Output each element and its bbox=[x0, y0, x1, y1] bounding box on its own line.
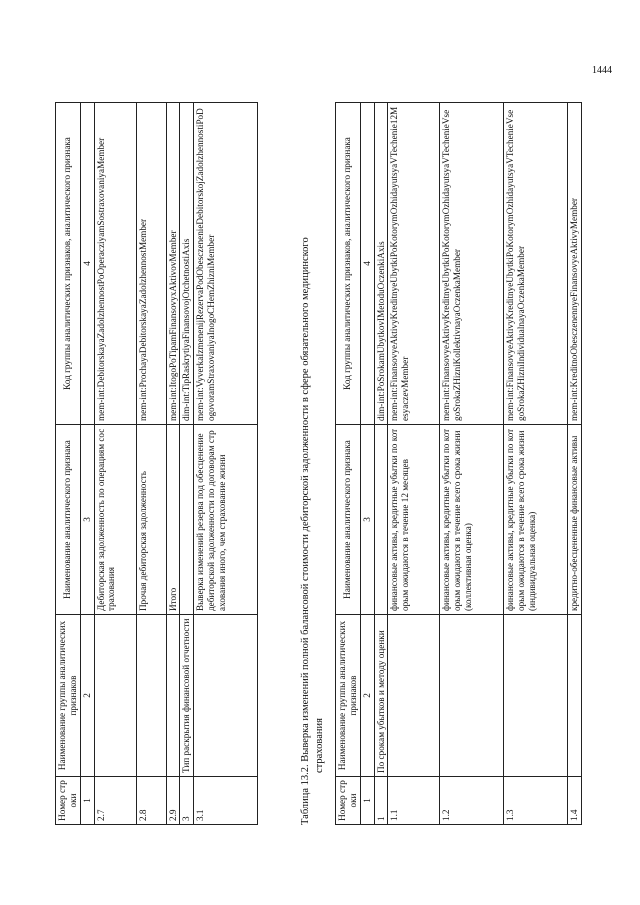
index-row bbox=[360, 103, 374, 825]
row-name: кредитно-обесцененные финансовые активы bbox=[568, 425, 582, 615]
row-group: По срокам убытков и методу оценки bbox=[374, 615, 388, 777]
header-name: Наименование аналитического признака bbox=[336, 425, 361, 615]
header-row bbox=[336, 103, 361, 825]
row-number: 2.7 bbox=[94, 777, 136, 825]
row-number: 1.1 bbox=[388, 777, 440, 825]
page-number: 1444 bbox=[592, 65, 612, 76]
row-name: Прочая дебиторская задолженность bbox=[136, 425, 166, 615]
row-group bbox=[194, 615, 258, 777]
index-cell: 3 bbox=[80, 425, 94, 615]
row-code: mem-int:FinansovyeAktivyKreditnyeUbytkiPoKotorymOzhidayutsyaVTechenieVsegoSrokaZHizniKollektivnayaOczenkaMember bbox=[440, 103, 504, 425]
row-number: 1.4 bbox=[568, 777, 582, 825]
index-cell: 2 bbox=[360, 615, 374, 777]
table-row bbox=[440, 103, 504, 825]
table-row bbox=[504, 103, 568, 825]
row-name bbox=[180, 425, 194, 615]
table-analytics-1 bbox=[55, 102, 258, 825]
table-row bbox=[166, 103, 180, 825]
index-cell: 1 bbox=[80, 777, 94, 825]
header-group: Наименование группы аналитических признаков bbox=[336, 615, 361, 777]
table-row bbox=[136, 103, 166, 825]
header-name: Наименование аналитического признака bbox=[56, 425, 81, 615]
caption-line-2: страхования bbox=[313, 718, 325, 773]
row-code: mem-int:FinansovyeAktivyKreditnyeUbytkiPoKotorymOzhidayutsyaVTechenie12MesyaczevMember bbox=[388, 103, 440, 425]
table-analytics-2 bbox=[335, 102, 582, 825]
header-code: Код группы аналитических признаков, аналитического признака bbox=[56, 103, 81, 425]
header-row bbox=[56, 103, 81, 825]
row-number: 3 bbox=[180, 777, 194, 825]
row-group bbox=[440, 615, 504, 777]
header-group: Наименование группы аналитических признаков bbox=[56, 615, 81, 777]
row-group bbox=[504, 615, 568, 777]
table-row bbox=[388, 103, 440, 825]
table-row bbox=[568, 103, 582, 825]
row-number: 1.3 bbox=[504, 777, 568, 825]
row-group bbox=[568, 615, 582, 777]
row-group bbox=[166, 615, 180, 777]
row-number: 3.1 bbox=[194, 777, 258, 825]
caption-line-1: Таблица 13.2. Выверка изменений полной балансовой стоимости дебиторской задолженности в сфере обязательного медицинского bbox=[300, 237, 311, 825]
row-code: mem-int:VyverkaIzmenenijRezervaPodObesczenenieDebitorskojZadolzhennostiPoDogovoramStraxovaniyaInogoCHemZhizniMember bbox=[194, 103, 258, 425]
header-number: Номер строки bbox=[336, 777, 361, 825]
table-row bbox=[374, 103, 388, 825]
row-group bbox=[94, 615, 136, 777]
index-cell: 2 bbox=[80, 615, 94, 777]
row-number: 1.2 bbox=[440, 777, 504, 825]
index-cell: 4 bbox=[80, 103, 94, 425]
row-code: mem-int:ItogoPoTipamFinansovyxAktivovMember bbox=[166, 103, 180, 425]
row-name: финансовые активы, кредитные убытки по которым ожидаются в течение всего срока жизни (коллективная оценка) bbox=[440, 425, 504, 615]
header-code: Код группы аналитических признаков, аналитического признака bbox=[336, 103, 361, 425]
header-number: Номер строки bbox=[56, 777, 81, 825]
row-name: финансовые активы, кредитные убытки по которым ожидаются в течение всего срока жизни (индивидуальная оценка) bbox=[504, 425, 568, 615]
row-name bbox=[374, 425, 388, 615]
table-row bbox=[94, 103, 136, 825]
row-code: mem-int:DebitorskayaZadolzhennostPoOperacziyamSostraxovaniyaMember bbox=[94, 103, 136, 425]
row-code: dim-int:TipRaskrytiyaFinansovojOtchetnostiAxis bbox=[180, 103, 194, 425]
row-name: Выверка изменений резерва под обесценение дебиторской задолженности по договорам страхования иного, чем страхование жизни bbox=[194, 425, 258, 615]
row-code: mem-int:ProchayaDebitorskayaZadolzhennostMember bbox=[136, 103, 166, 425]
row-number: 1 bbox=[374, 777, 388, 825]
row-name: Итого bbox=[166, 425, 180, 615]
row-number: 2.9 bbox=[166, 777, 180, 825]
row-name: Дебиторская задолженность по операциям сострахования bbox=[94, 425, 136, 615]
row-code: dim-int:PoSrokamUbytkovIMetoduOczenkiAxis bbox=[374, 103, 388, 425]
row-group bbox=[388, 615, 440, 777]
row-group bbox=[136, 615, 166, 777]
index-cell: 1 bbox=[360, 777, 374, 825]
table-row bbox=[194, 103, 258, 825]
table-caption bbox=[299, 103, 326, 825]
index-row bbox=[80, 103, 94, 825]
row-group: Тип раскрытия финансовой отчетности bbox=[180, 615, 194, 777]
row-code: mem-int:KreditnoObesczenennyeFinansovyeAktivyMember bbox=[568, 103, 582, 425]
row-code: mem-int:FinansovyeAktivyKreditnyeUbytkiPoKotorymOzhidayutsyaVTechenieVsegoSrokaZHizniIndividualnayaOczenkaMember bbox=[504, 103, 568, 425]
index-cell: 3 bbox=[360, 425, 374, 615]
row-name: финансовые активы, кредитные убытки по которым ожидаются в течение 12 месяцев bbox=[388, 425, 440, 615]
row-number: 2.8 bbox=[136, 777, 166, 825]
index-cell: 4 bbox=[360, 103, 374, 425]
table-row bbox=[180, 103, 194, 825]
